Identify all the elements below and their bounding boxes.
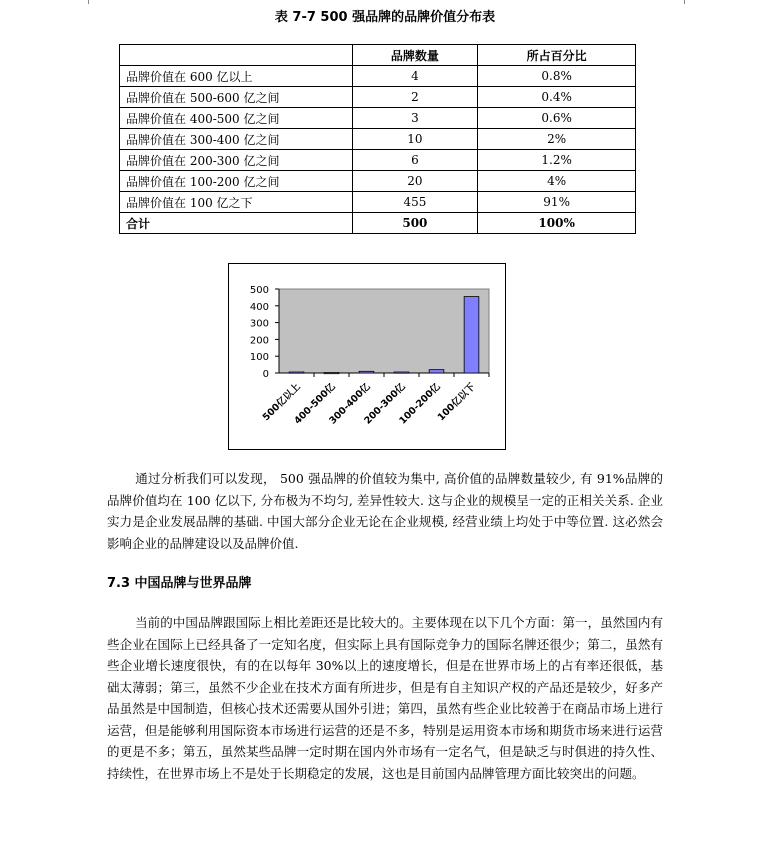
table-header-row [120, 45, 636, 66]
analysis-paragraph [107, 468, 663, 554]
page-corner-mark-right [684, 0, 685, 4]
row-percent: 0.6% [478, 108, 636, 129]
table-row [120, 192, 636, 213]
table-row [120, 150, 636, 171]
header-cell: 品牌数量 [352, 45, 478, 66]
analysis-text: 通过分析我们可以发现， 500 强品牌的价值较为集中, 高价值的品牌数量较少, 有 91%品牌的品牌价值均在 100 亿以下, 分布极为不均匀, 差异性较大. 这与企业的规模呈一定的正相关关系. 企业实力是企业发展品牌的基础. 中国大部分企业无论在企业规模, 经营业绩上均处于中等位置. 这必然会影响企业的品牌建设以及品牌价值. [107, 471, 663, 551]
x-tick-label: 100亿以下 [435, 381, 478, 424]
table-total-row [120, 213, 636, 234]
y-tick-label: 100 [249, 352, 269, 364]
row-label: 品牌价值在 300-400 亿之间 [120, 129, 353, 150]
bar [324, 372, 339, 373]
row-label: 品牌价值在 400-500 亿之间 [120, 108, 353, 129]
y-tick-label: 200 [249, 335, 269, 347]
table-row [120, 171, 636, 192]
x-tick-label: 200-300亿 [362, 381, 408, 427]
total-count: 500 [352, 213, 478, 234]
header-cell: 所占百分比 [478, 45, 636, 66]
header-cell [120, 45, 353, 66]
bar [464, 297, 479, 373]
comparison-paragraph [107, 612, 663, 784]
bar [394, 372, 409, 373]
row-label: 品牌价值在 100-200 亿之间 [120, 171, 353, 192]
y-tick-label: 500 [249, 285, 269, 296]
brand-value-table [119, 44, 636, 234]
y-tick-label: 0 [262, 369, 269, 380]
x-tick-label: 500亿以上 [260, 381, 303, 424]
x-tick-label: 100-200亿 [397, 381, 443, 427]
row-count: 20 [352, 171, 478, 192]
page-corner-mark-left [88, 0, 89, 4]
bar [359, 371, 374, 373]
row-count: 6 [352, 150, 478, 171]
row-percent: 0.8% [478, 66, 636, 87]
x-tick-label: 400-500亿 [292, 381, 338, 427]
table-row [120, 66, 636, 87]
section-heading: 7.3 中国品牌与世界品牌 [107, 576, 252, 591]
row-label: 品牌价值在 600 亿以上 [120, 66, 353, 87]
table-row [120, 87, 636, 108]
row-label: 品牌价值在 500-600 亿之间 [120, 87, 353, 108]
row-percent: 4% [478, 171, 636, 192]
row-label: 品牌价值在 200-300 亿之间 [120, 150, 353, 171]
row-count: 4 [352, 66, 478, 87]
row-percent: 2% [478, 129, 636, 150]
bar [289, 372, 304, 373]
row-label: 品牌价值在 100 亿之下 [120, 192, 353, 213]
total-percent: 100% [478, 213, 636, 234]
bar [429, 370, 444, 373]
row-percent: 1.2% [478, 150, 636, 171]
y-tick-label: 300 [249, 318, 269, 330]
row-percent: 0.4% [478, 87, 636, 108]
bar-chart [229, 264, 505, 449]
row-count: 2 [352, 87, 478, 108]
table-row [120, 129, 636, 150]
total-label: 合计 [120, 213, 353, 234]
x-tick-label: 300-400亿 [327, 381, 373, 427]
row-percent: 91% [478, 192, 636, 213]
y-tick-label: 400 [249, 301, 269, 313]
row-count: 10 [352, 129, 478, 150]
table-title: 表 7-7 500 强品牌的品牌价值分布表 [274, 10, 496, 25]
row-count: 3 [352, 108, 478, 129]
plot-area [279, 289, 489, 373]
comparison-text: 当前的中国品牌跟国际上相比差距还是比较大的。主要体现在以下几个方面：第一，虽然国内有些企业在国际上已经具备了一定知名度，但实际上具有国际竞争力的国际名牌还很少；第二，虽然有些企业增长速度很快，有的在以每年 30%以上的速度增长，但是在世界市场上的占有率还很低，基础太薄弱；第三，虽然不少企业在技术方面有所进步，但是有自主知识产权的产品还是较少，好多产品虽然是中国制造，但核心技术还需要从国外引进；第四，虽然有些企业比较善于在商品市场上进行运营，但是能够利用国际资本市场进行运营的还是不多，特别是运用资本市场和期货市场来进行运营的更是不多；第五，虽然某些品牌一定时期在国内外市场有一定名气，但是缺乏与时俱进的持久性、持续性，在世界市场上不是处于长期稳定的发展，这也是目前国内品牌管理方面比较突出的问题。 [107, 615, 663, 781]
table-row [120, 108, 636, 129]
chart-container [228, 263, 506, 450]
row-count: 455 [352, 192, 478, 213]
